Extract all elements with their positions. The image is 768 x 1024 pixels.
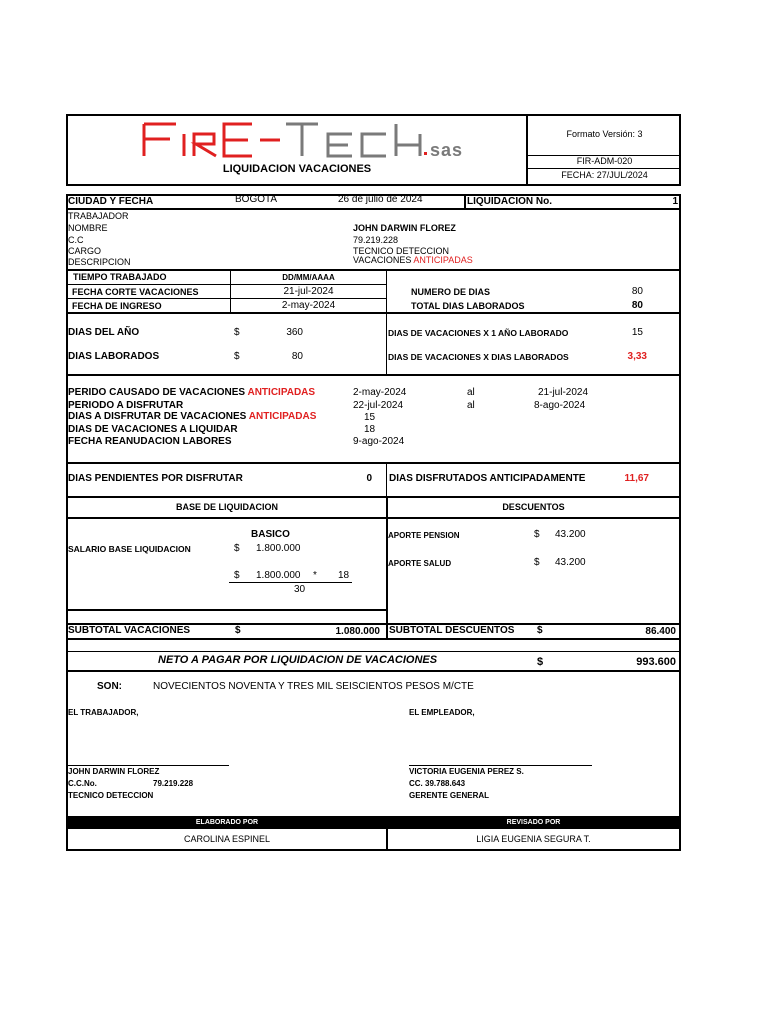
pension-currency: $	[534, 529, 540, 540]
vac-anio-label: DIAS DE VACACIONES X 1 AÑO LABORADO	[388, 328, 569, 338]
subtotal-vac-currency: $	[235, 625, 241, 636]
ingreso-label: FECHA DE INGRESO	[72, 301, 162, 311]
son-label: SON:	[97, 681, 122, 692]
trabajador-name: JOHN DARWIN FLOREZ	[68, 767, 160, 776]
anticipado-value: 11,67	[624, 473, 649, 484]
dias-liquidar-value: 18	[364, 424, 376, 435]
reanudacion-value: 9-ago-2024	[353, 436, 405, 447]
elaborado-label: ELABORADO POR	[195, 819, 259, 826]
subtotal-desc-value: 86.400	[645, 626, 676, 637]
vac-anio-value: 15	[631, 327, 643, 338]
tiempo-label: TIEMPO TRABAJADO	[73, 272, 167, 282]
salud-value: 43.200	[555, 557, 586, 568]
dias-anio-value: 360	[286, 327, 303, 338]
dias-disfrutar-value: 15	[364, 412, 376, 423]
base-header: BASE DE LIQUIDACION	[175, 502, 278, 512]
trabajador-cc-label: C.C.No.	[68, 779, 97, 788]
trabajador-label: TRABAJADOR	[68, 211, 129, 221]
date-value: 26 de julio de 2024	[338, 194, 423, 205]
numero-dias-value: 80	[631, 286, 643, 297]
revisado-label: REVISADO POR	[506, 819, 561, 826]
numero-dias-label: NUMERO DE DIAS	[411, 287, 491, 297]
empleador-role: GERENTE GENERAL	[409, 791, 490, 800]
trabajador-signature-line	[68, 765, 229, 766]
dias-anio-currency: $	[234, 327, 240, 338]
causado-to: 21-jul-2024	[538, 387, 589, 398]
vac-lab-value: 3,33	[627, 351, 647, 362]
salario-label: SALARIO BASE LIQUIDACION	[68, 544, 191, 554]
liquidacion-number: 1	[672, 196, 678, 207]
subtotal-desc-currency: $	[537, 625, 543, 636]
document-title: LIQUIDACION VACACIONES	[222, 163, 372, 175]
calc-divisor: 30	[294, 584, 306, 595]
neto-label: NETO A PAGAR POR LIQUIDACION DE VACACIONES	[158, 654, 438, 666]
dias-disfrutar-label: DIAS A DISFRUTAR DE VACACIONES ANTICIPADAS	[68, 411, 317, 422]
trabajador-role: TECNICO DETECCION	[68, 791, 154, 800]
calc-days: 18	[338, 570, 350, 581]
descripcion-value: VACACIONES ANTICIPADAS	[353, 255, 473, 265]
pension-label: APORTE PENSION	[388, 531, 460, 540]
disfrutar-label: PERIODO A DISFRUTAR	[68, 400, 184, 411]
salud-currency: $	[534, 557, 540, 568]
neto-value: 993.600	[636, 656, 676, 668]
disfrutar-from: 22-jul-2024	[353, 400, 404, 411]
dias-liquidar-label: DIAS DE VACACIONES A LIQUIDAR	[68, 424, 238, 435]
empleador-sign-label: EL EMPLEADOR,	[409, 708, 475, 717]
revisado-name: LIGIA EUGENIA SEGURA T.	[476, 834, 591, 844]
anticipado-label: DIAS DISFRUTADOS ANTICIPADAMENTE	[389, 473, 586, 484]
son-text: NOVECIENTOS NOVENTA Y TRES MIL SEISCIENTOS PESOS M/CTE	[153, 681, 474, 692]
city-value: BOGOTA	[235, 194, 278, 205]
vac-lab-label: DIAS DE VACACIONES X DIAS LABORADOS	[388, 352, 569, 362]
liquidacion-label: LIQUIDACION No.	[467, 196, 552, 207]
calc-value: 1.800.000	[256, 570, 301, 581]
format-date: FECHA: 27/JUL/2024	[561, 170, 648, 180]
descripcion-label: DESCRIPCION	[68, 257, 131, 267]
subtotal-desc-label: SUBTOTAL DESCUENTOS	[389, 625, 515, 636]
ingreso-value: 2-may-2024	[281, 300, 336, 311]
dias-laborados-currency: $	[234, 351, 240, 362]
cargo-label: CARGO	[68, 246, 102, 256]
calc-currency: $	[234, 570, 240, 581]
subtotal-vac-value: 1.080.000	[335, 626, 380, 637]
neto-currency: $	[537, 656, 544, 668]
calc-times: *	[313, 570, 317, 581]
trabajador-cc: 79.219.228	[153, 779, 194, 788]
total-dias-value: 80	[631, 300, 643, 311]
format-code: FIR-ADM-020	[576, 156, 633, 166]
disfrutar-to: 8-ago-2024	[534, 400, 586, 411]
pension-value: 43.200	[555, 529, 586, 540]
reanudacion-label: FECHA REANUDACION LABORES	[68, 436, 232, 447]
nombre-value: JOHN DARWIN FLOREZ	[353, 223, 456, 233]
salud-label: APORTE SALUD	[388, 559, 452, 568]
nombre-label: NOMBRE	[68, 223, 108, 233]
dias-laborados-value: 80	[291, 351, 303, 362]
salario-currency: $	[234, 543, 240, 554]
empleador-cc: CC. 39.788.643	[409, 779, 466, 788]
pendientes-value: 0	[366, 473, 372, 484]
pendientes-label: DIAS PENDIENTES POR DISFRUTAR	[68, 473, 243, 484]
corte-label: FECHA CORTE VACACIONES	[72, 287, 199, 297]
salario-value: 1.800.000	[256, 543, 301, 554]
cc-label: C.C	[68, 235, 84, 245]
dias-laborados-label: DIAS LABORADOS	[68, 351, 160, 362]
elaborado-name: CAROLINA ESPINEL	[183, 834, 271, 844]
city-label: CIUDAD Y FECHA	[68, 196, 154, 207]
causado-from: 2-may-2024	[353, 387, 407, 398]
corte-value: 21-jul-2024	[283, 286, 334, 297]
total-dias-label: TOTAL DIAS LABORADOS	[411, 301, 525, 311]
svg-text:sas: sas	[430, 140, 464, 160]
trabajador-sign-label: EL TRABAJADOR,	[68, 708, 139, 717]
cc-value: 79.219.228	[353, 235, 399, 245]
descuentos-header: DESCUENTOS	[502, 502, 565, 512]
empleador-signature-line	[409, 765, 592, 766]
empleador-name: VICTORIA EUGENIA PEREZ S.	[409, 767, 524, 776]
cargo-value: TECNICO DETECCION	[353, 246, 450, 256]
fire-tech-logo	[140, 120, 464, 160]
basico-label: BASICO	[251, 529, 290, 540]
tiempo-format: DD/MM/AAAA	[282, 273, 335, 282]
disfrutar-al: al	[467, 400, 475, 411]
dias-anio-label: DIAS DEL AÑO	[68, 327, 140, 338]
format-version: Formato Versión: 3	[566, 129, 643, 139]
subtotal-vac-label: SUBTOTAL VACACIONES	[68, 625, 191, 636]
causado-al: al	[467, 387, 475, 398]
causado-label: PERIDO CAUSADO DE VACACIONES ANTICIPADAS	[68, 387, 316, 398]
